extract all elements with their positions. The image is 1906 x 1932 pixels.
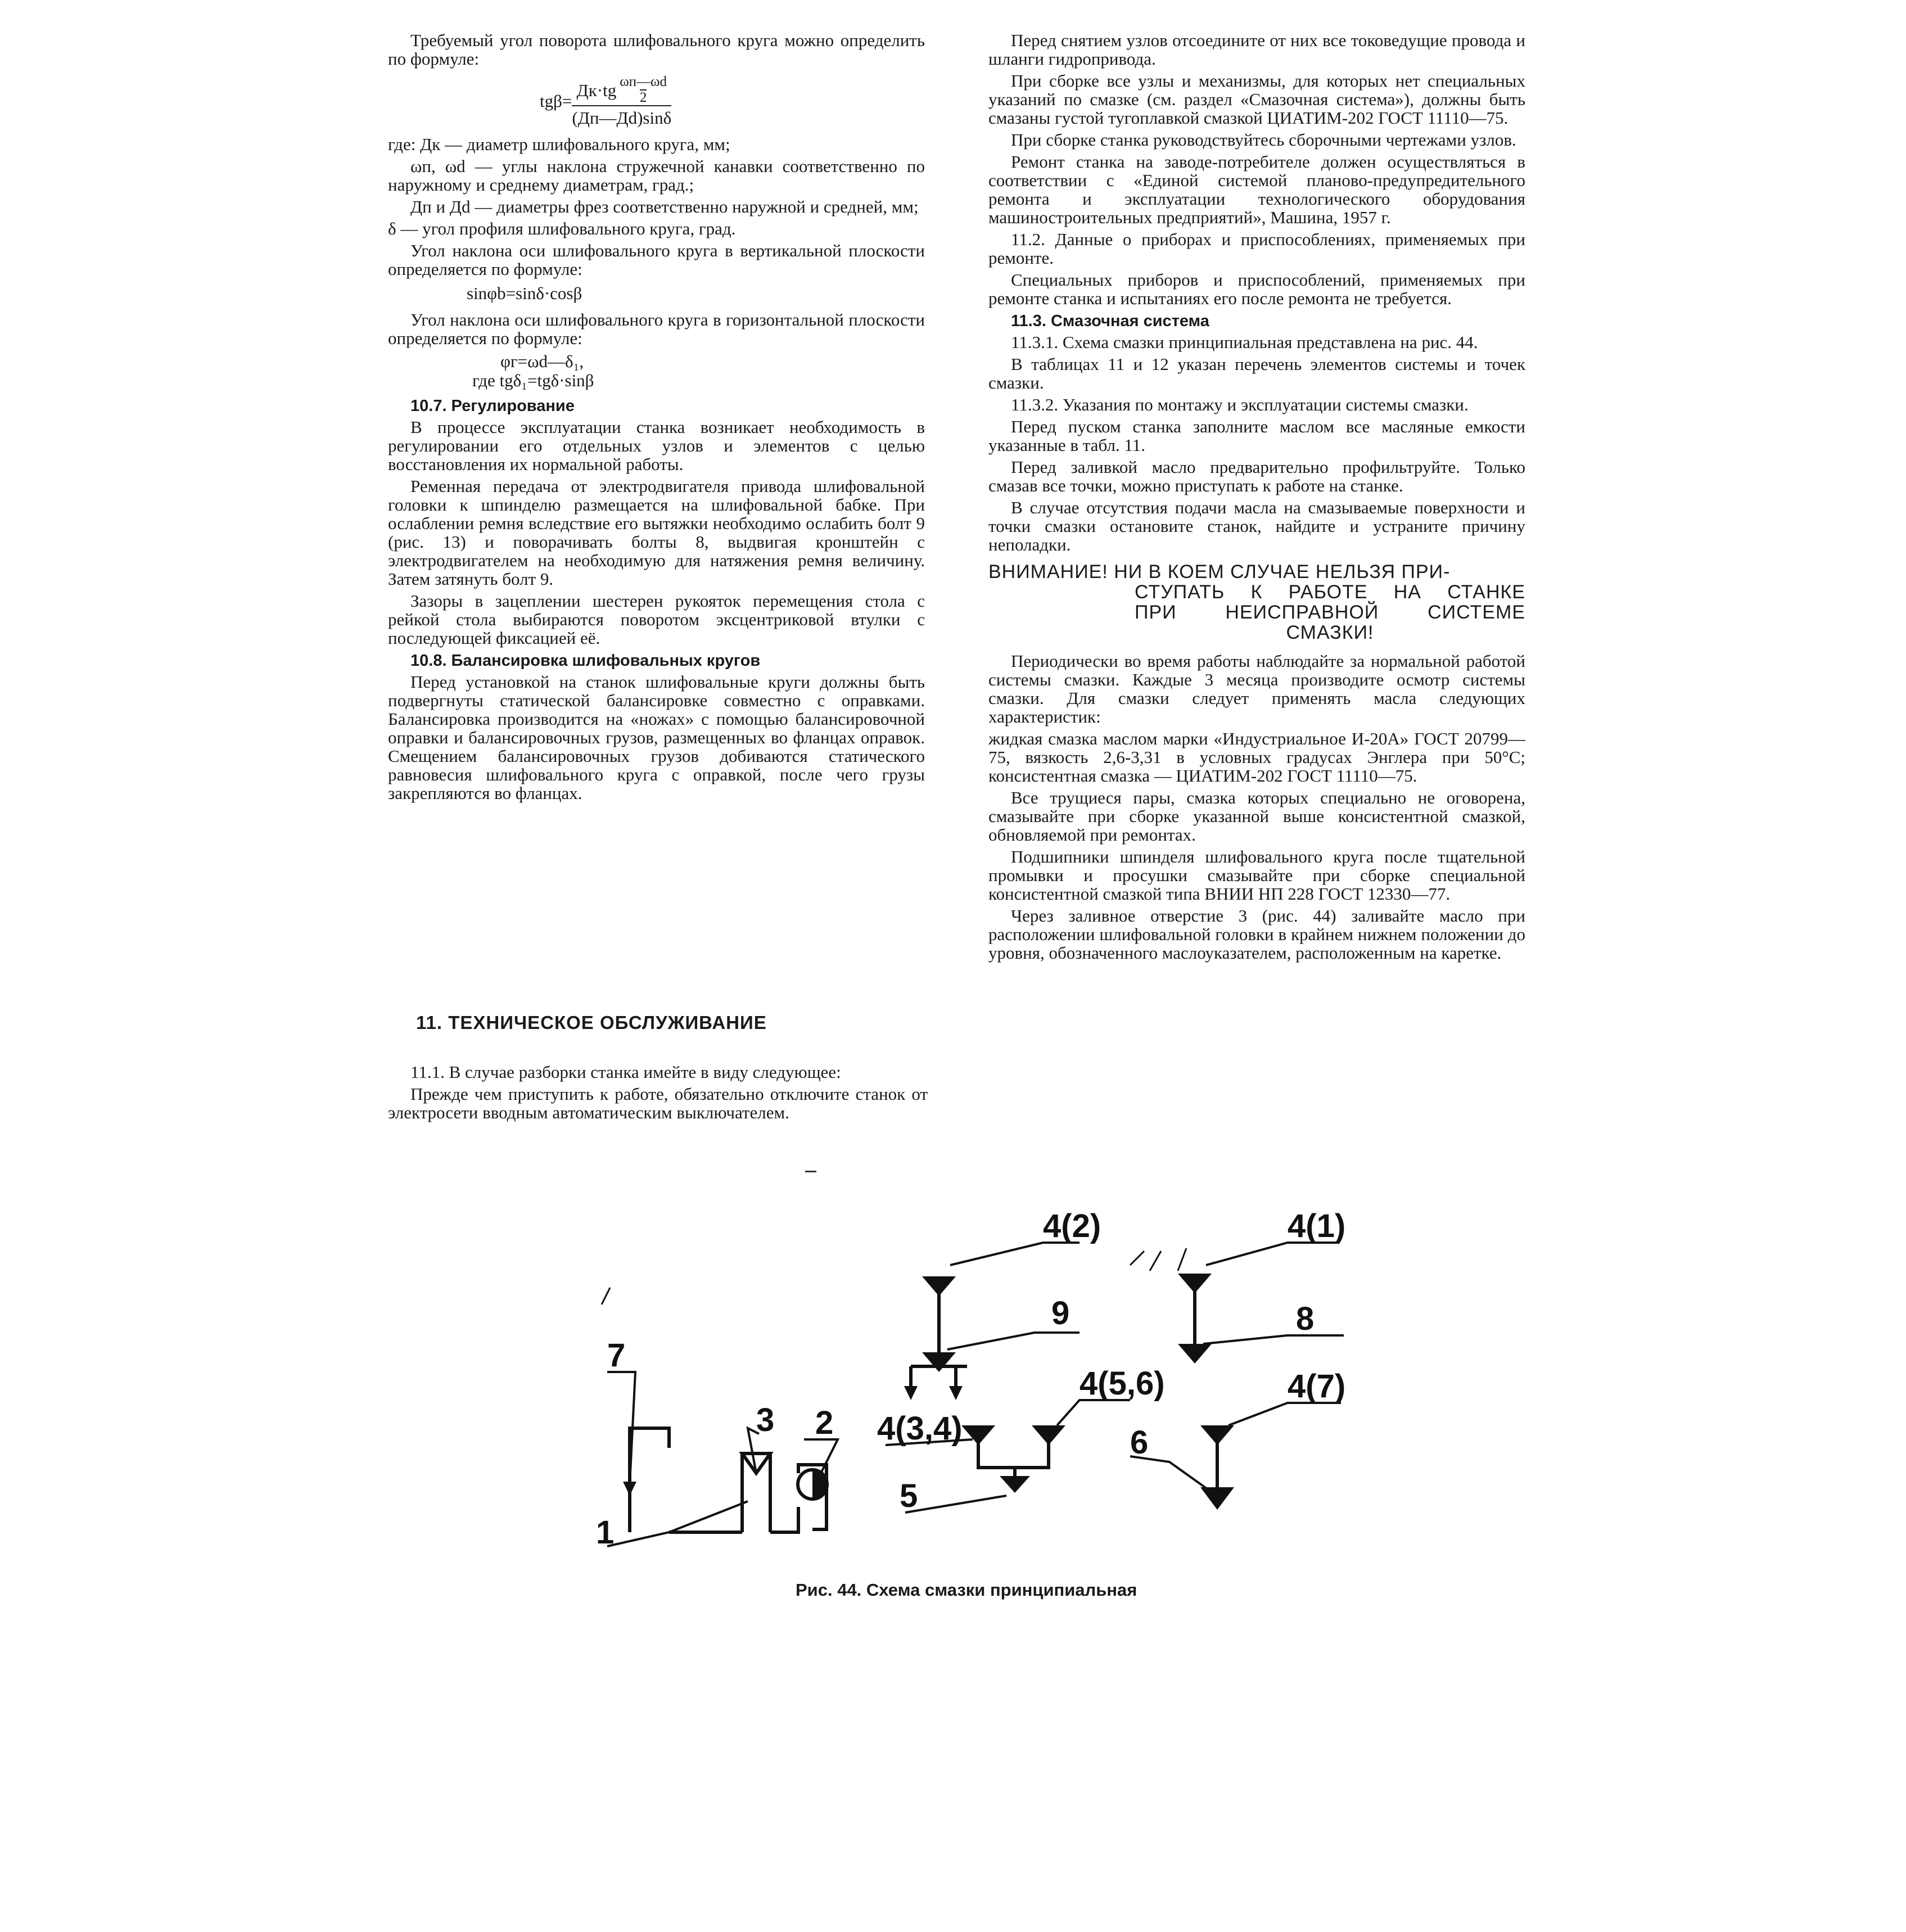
lube-point-6-icon (1200, 1487, 1234, 1510)
lube-point-4-1-icon (1178, 1274, 1212, 1293)
lube-point-5-icon (1000, 1476, 1030, 1493)
paragraph: Перед установкой на станок шлифовальные круги должны быть подвергнуты статической балансировке совместно с оправками. Балансировка производится на «ножах» с помощью балансировочной оправки и балансировочных грузов, размещенных во фланцах оправок. Смещением балансировочных грузов добиваются статического равновесия шлифовального круга с оправкой, после чего грузы закрепляются во фланцах. (388, 672, 925, 803)
leader-4-2 (950, 1243, 1080, 1265)
arrow-down-icon (904, 1386, 918, 1400)
paragraph: Через заливное отверстие 3 (рис. 44) заливайте масло при расположении шлифовальной головки в крайнем нижнем положении до уровня, обозначенного маслоуказателем, расположенным на каретке. (988, 906, 1525, 963)
section-heading: 11.3. Смазочная система (1011, 312, 1209, 330)
label-1: 1 (596, 1514, 615, 1551)
chapter-title: 11. ТЕХНИЧЕСКОЕ ОБСЛУЖИВАНИЕ (416, 1012, 767, 1033)
paragraph: Подшипники шпинделя шлифовального круга после тщательной промывки и просушки смазывайте при сборке специальной консистентной смазкой типа ВНИИ НП 228 ГОСТ 12330—77. (988, 847, 1525, 904)
warning-line: СМАЗКИ! (1286, 622, 1374, 643)
paragraph: Перед пуском станка заполните маслом все масляные емкости указанные в табл. 11. (988, 417, 1525, 455)
paragraph: Все трущиеся пары, смазка которых специально не оговорена, смазывайте при сборке указанной выше консистентной смазкой, обновляемой при ремонтах. (988, 788, 1525, 845)
paragraph: 11.1. В случае разборки станка имейте в виду следующее: (410, 1062, 841, 1082)
stray-mark (602, 1288, 610, 1304)
definition: где: Дк — диаметр шлифовального круга, мм; (388, 134, 730, 154)
paragraph: 11.3.2. Указания по монтажу и эксплуатации системы смазки. (1011, 395, 1469, 414)
paragraph: Специальных приборов и приспособлений, применяемых при ремонте станка и испытаниях его после ремонта не требуется. (988, 270, 1525, 308)
paragraph: Перед снятием узлов отсоедините от них все токоведущие провода и шланги гидропривода. (988, 30, 1525, 69)
label-4-7: 4(7) (1288, 1368, 1346, 1405)
lube-point-9-icon (922, 1352, 956, 1372)
label-8: 8 (1296, 1301, 1315, 1337)
figure-caption: Рис. 44. Схема смазки принципиальная (796, 1580, 1137, 1600)
paragraph: В таблицах 11 и 12 указан перечень элементов системы и точек смазки. (988, 354, 1525, 392)
paragraph: 11.2. Данные о приборах и приспособлениях, применяемых при ремонте. (988, 229, 1525, 268)
label-5: 5 (900, 1478, 918, 1514)
stray-marks (1130, 1248, 1186, 1271)
paragraph: жидкая смазка маслом марки «Индустриальное И-20А» ГОСТ 20799—75, вязкость 2,6-3,31 в условных градусах Энглера при 50°С; консистентная смазка — ЦИАТИМ-202 ГОСТ 11110—75. (988, 729, 1525, 786)
paragraph: 11.3.1. Схема смазки принципиальная представлена на рис. 44. (1011, 332, 1478, 352)
lube-point-4-5-6-icon (1032, 1425, 1065, 1445)
formula-lhs: tgβ= (540, 91, 572, 111)
distributor-5 (978, 1439, 1049, 1468)
label-7: 7 (607, 1337, 626, 1374)
formula-vertical: sinφb=sinδ·cosβ (467, 283, 582, 303)
label-3: 3 (756, 1402, 775, 1438)
warning-line: СТУПАТЬ К РАБОТЕ НА СТАНКЕ (1135, 581, 1525, 603)
section-11-1 (388, 1063, 928, 1125)
definition: δ — угол профиля шлифовального круга, град. (388, 219, 736, 238)
paragraph: Угол наклона оси шлифовального круга в вертикальной плоскости определяется по формуле: (388, 241, 925, 279)
arrow-down-icon (949, 1386, 963, 1400)
arrow-7-icon (623, 1482, 636, 1496)
feed-branches (911, 1366, 956, 1389)
leader-4-5-6 (1057, 1400, 1130, 1425)
formula-fraction (572, 75, 671, 127)
paragraph: В процессе эксплуатации станка возникает необходимость в регулировании его отдельных узлов и элементов с целью восстановления их нормальной работы. (388, 417, 925, 474)
paragraph: Зазоры в зацеплении шестерен рукояток перемещения стола с рейкой стола выбираются поворотом эксцентриковой втулки с последующей фиксацией её. (388, 591, 925, 648)
formula-small-num: ωп—ωd (620, 74, 667, 89)
formula-numerator: Дк·tg (576, 80, 617, 100)
warning-line: ПРИ НЕИСПРАВНОЙ СИСТЕМЕ (1135, 602, 1525, 623)
lube-point-4-2-icon (922, 1276, 956, 1296)
paragraph: В случае отсутствия подачи масла на смазываемые поверхности и точки смазки остановите станок, найдите и устраните причину неполадки. (988, 498, 1525, 554)
dash-mark (805, 1171, 816, 1172)
definition: ωп, ωd — углы наклона стружечной канавки соответственно по наружному и среднему диаметрам, град.; (388, 156, 925, 195)
warning-block (988, 562, 1525, 643)
leader-8 (1203, 1335, 1344, 1344)
paragraph: Угол наклона оси шлифовального круга в горизонтальной плоскости определяется по формуле: (388, 310, 925, 348)
leader-4-7 (1228, 1403, 1341, 1425)
tank-line (630, 1428, 669, 1532)
paragraph: Перед заливкой масло предварительно профильтруйте. Только смазав все точки, можно приступать к работе на станке. (988, 457, 1525, 495)
left-column (388, 31, 925, 806)
label-4-1: 4(1) (1288, 1208, 1346, 1244)
lubrication-diagram (562, 1203, 1377, 1574)
right-column (988, 31, 1525, 965)
formula-line: φг=ωd—δ₁, (500, 351, 584, 371)
paragraph: Прежде чем приступить к работе, обязательно отключите станок от электросети вводным автоматическим выключателем. (388, 1084, 928, 1122)
formula-horizontal (472, 352, 925, 390)
label-2: 2 (815, 1405, 834, 1441)
paragraph: Ремонт станка на заводе-потребителе должен осуществляться в соответствии с «Единой системой планово-предупредительного ремонта и эксплуатации технологического оборудования машиностроительных предприятий», Машина, 1957 г. (988, 152, 1525, 227)
formula-small-den: 2 (639, 90, 647, 105)
label-6: 6 (1130, 1424, 1149, 1461)
label-4-3-4: 4(3,4) (877, 1410, 963, 1447)
section-heading: 10.8. Балансировка шлифовальных кругов (410, 652, 761, 670)
formula-line: где tgδ₁=tgδ·sinβ (472, 371, 594, 390)
label-4-5-6: 4(5,6) (1080, 1365, 1165, 1402)
paragraph: При сборке все узлы и механизмы, для которых нет специальных указаний по смазке (см. раздел «Смазочная система»), должны быть смазаны густой тугоплавкой смазкой ЦИАТИМ-202 ГОСТ 11110—75. (988, 71, 1525, 128)
leader-9 (947, 1333, 1080, 1349)
leader-2 (804, 1439, 838, 1473)
lube-point-4-7-icon (1200, 1425, 1234, 1445)
paragraph: Требуемый угол поворота шлифовального круга можно определить по формуле: (388, 30, 925, 69)
warning-line: ВНИМАНИЕ! НИ В КОЕМ СЛУЧАЕ НЕЛЬЗЯ ПРИ- (988, 561, 1451, 583)
formula-denominator: (Дп—Дd)sinδ (572, 105, 671, 127)
label-9: 9 (1051, 1295, 1070, 1331)
paragraph: При сборке станка руководствуйтесь сборочными чертежами узлов. (1011, 130, 1516, 150)
label-4-2: 4(2) (1043, 1208, 1101, 1244)
lube-point-4-3-4-icon (961, 1425, 995, 1445)
lube-point-8-icon (1178, 1344, 1212, 1364)
paragraph: Ременная передача от электродвигателя привода шлифовальной головки к шпинделю размещается на шлифовальной бабке. При ослаблении ремня вследствие его вытяжки необходимо ослабить болт 9 (рис. 13) и поворачивать болты 8, выдвигая кронштейн с электродвигателем на необходимую для натяжения ремня величину. Затем затянуть болт 9. (388, 476, 925, 589)
leader-5 (905, 1496, 1006, 1513)
definition: Дп и Дd — диаметры фрез соответственно наружной и средней, мм; (410, 197, 919, 216)
leader-6 (1130, 1456, 1209, 1490)
paragraph: Периодически во время работы наблюдайте за нормальной работой системы смазки. Каждые 3 месяца производите осмотр системы смазки. Для смазки следует применять масла следующих характеристик: (988, 651, 1525, 726)
section-heading: 10.7. Регулирование (410, 397, 575, 415)
formula-tg-beta (540, 75, 925, 127)
leader-4-1 (1206, 1243, 1338, 1265)
